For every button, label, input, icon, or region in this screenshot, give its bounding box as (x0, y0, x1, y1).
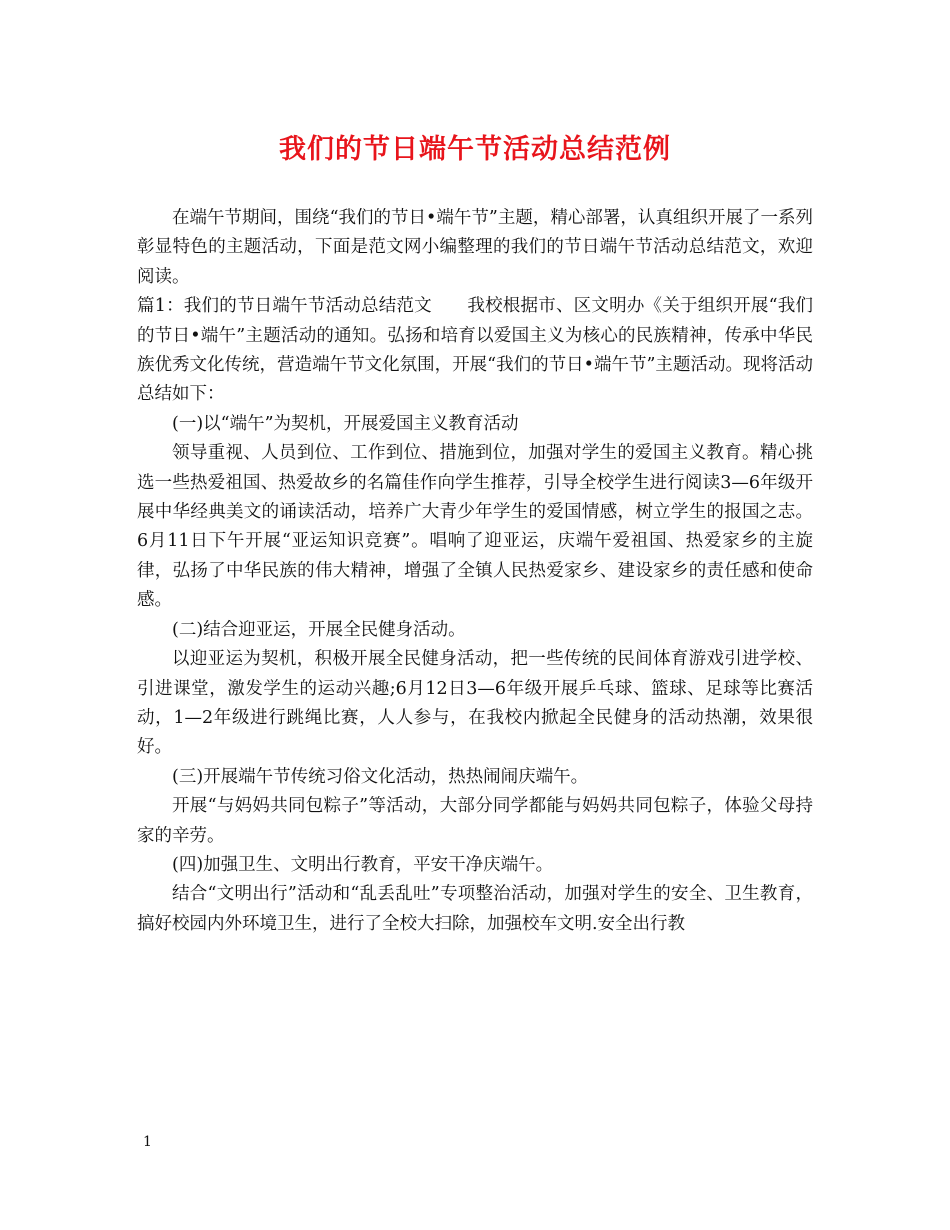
paragraph-article-1: 篇1：我们的节日端午节活动总结范文 我校根据市、区文明办《关于组织开展“我们的节日•端午”主题活动的通知。弘扬和培育以爱国主义为核心的民族精神，传承中华民族优秀文化传统，营造端午节文化氛围，开展“我们的节日•端午节”主题活动。现将活动总结如下： (137, 296, 813, 405)
paragraph-section-2: 以迎亚运为契机，积极开展全民健身活动，把一些传统的民间体育游戏引进学校、引进课堂，激发学生的运动兴趣;6月12日3—6年级开展乒乓球、篮球、足球等比赛活动，1—2年级进行跳绳比赛，人人参与，在我校内掀起全民健身的活动热潮，效果很好。 (137, 649, 813, 758)
heading-section-1: (一)以“端午”为契机，开展爱国主义教育活动 (172, 413, 519, 434)
heading-section-4: (四)加强卫生、文明出行教育，平安干净庆端午。 (172, 854, 554, 875)
paragraph-section-4: 结合“文明出行”活动和“乱丢乱吐”专项整治活动，加强对学生的安全、卫生教育，搞好校园内外环境卫生，进行了全校大扫除，加强校车文明.安全出行教 (137, 884, 813, 934)
paragraph-section-1: 领导重视、人员到位、工作到位、措施到位，加强对学生的爱国主义教育。精心挑选一些热爱祖国、热爱故乡的名篇佳作向学生推荐，引导全校学生进行阅读3—6年级开展中华经典美文的诵读活动，培养广大青少年学生的爱国情感，树立学生的报国之志。6月11日下午开展“亚运知识竞赛”。唱响了迎亚运，庆端午爱祖国、热爱家乡的主旋律，弘扬了中华民族的伟大精神，增强了全镇人民热爱家乡、建设家乡的责任感和使命感。 (137, 443, 813, 611)
heading-section-2: (二)结合迎亚运，开展全民健身活动。 (172, 619, 466, 640)
paragraph-section-3: 开展“与妈妈共同包粽子”等活动，大部分同学都能与妈妈共同包粽子，体验父母持家的辛劳。 (137, 796, 813, 846)
document-title: 我们的节日端午节活动总结范例 (279, 134, 671, 165)
document-body (137, 204, 813, 939)
page-number: 1 (143, 1134, 152, 1150)
heading-section-3: (三)开展端午节传统习俗文化活动，热热闹闹庆端午。 (172, 766, 589, 787)
paragraph-intro: 在端午节期间，围绕“我们的节日•端午节”主题，精心部署，认真组织开展了一系列彰显特色的主题活动，下面是范文网小编整理的我们的节日端午节活动总结范文，欢迎阅读。 (137, 208, 813, 287)
